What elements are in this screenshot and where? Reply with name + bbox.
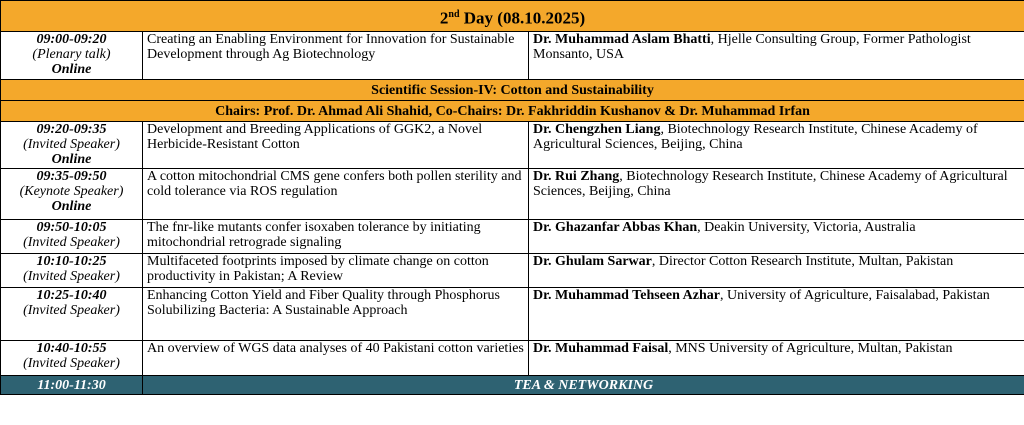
- talk-time-cell: 09:20-09:35 (Invited Speaker) Online: [1, 122, 143, 169]
- talk-title: The fnr-like mutants confer isoxaben tolerance by initiating mitochondrial retrograde signaling: [143, 220, 529, 254]
- talk-row: [1, 169, 1024, 220]
- talk-title: An overview of WGS data analyses of 40 Pakistani cotton varieties: [143, 341, 529, 376]
- talk-row: [1, 220, 1024, 254]
- talk-row: [1, 341, 1024, 376]
- talk-speaker: Dr. Chengzhen Liang, Biotechnology Research Institute, Chinese Academy of Agricultural Sciences, Beijing, China: [529, 122, 1024, 169]
- talk-row: [1, 254, 1024, 288]
- plenary-row: [1, 32, 1024, 80]
- break-label: TEA & NETWORKING: [143, 376, 1024, 395]
- talk-row: [1, 122, 1024, 169]
- talk-speaker: Dr. Muhammad Tehseen Azhar, University of Agriculture, Faisalabad, Pakistan: [529, 288, 1024, 341]
- plenary-speaker: Dr. Muhammad Aslam Bhatti, Hjelle Consulting Group, Former Pathologist Monsanto, USA: [529, 32, 1024, 80]
- talk-title: Enhancing Cotton Yield and Fiber Quality through Phosphorus Solubilizing Bacteria: A Sustainable Approach: [143, 288, 529, 341]
- talk-speaker: Dr. Rui Zhang, Biotechnology Research Institute, Chinese Academy of Agricultural Sciences, Beijing, China: [529, 169, 1024, 220]
- talk-time-cell: 10:25-10:40 (Invited Speaker): [1, 288, 143, 341]
- talk-row: [1, 288, 1024, 341]
- session-chairs: Chairs: Prof. Dr. Ahmad Ali Shahid, Co-Chairs: Dr. Fakhriddin Kushanov & Dr. Muhammad Irfan: [1, 101, 1024, 122]
- session-title-row: [1, 80, 1024, 101]
- talk-title: Development and Breeding Applications of GGK2, a Novel Herbicide-Resistant Cotton: [143, 122, 529, 169]
- talk-time-cell: 09:35-09:50 (Keynote Speaker) Online: [1, 169, 143, 220]
- talk-time-cell: 10:40-10:55 (Invited Speaker): [1, 341, 143, 376]
- talk-title: A cotton mitochondrial CMS gene confers both pollen sterility and cold tolerance via ROS regulation: [143, 169, 529, 220]
- session-title: Scientific Session-IV: Cotton and Sustainability: [1, 80, 1024, 101]
- talk-speaker: Dr. Ghulam Sarwar, Director Cotton Research Institute, Multan, Pakistan: [529, 254, 1024, 288]
- session-chairs-row: [1, 101, 1024, 122]
- break-time: 11:00-11:30: [1, 376, 143, 395]
- plenary-time-cell: 09:00-09:20 (Plenary talk) Online: [1, 32, 143, 80]
- day-header-row: [1, 1, 1024, 32]
- talk-speaker: Dr. Muhammad Faisal, MNS University of Agriculture, Multan, Pakistan: [529, 341, 1024, 376]
- talk-time-cell: 09:50-10:05 (Invited Speaker): [1, 220, 143, 254]
- day-title: 2nd Day (08.10.2025): [1, 1, 1024, 32]
- plenary-title: Creating an Enabling Environment for Innovation for Sustainable Development through Ag Biotechnology: [143, 32, 529, 80]
- talk-title: Multifaceted footprints imposed by climate change on cotton productivity in Pakistan; A Review: [143, 254, 529, 288]
- talk-speaker: Dr. Ghazanfar Abbas Khan, Deakin University, Victoria, Australia: [529, 220, 1024, 254]
- break-row: [1, 376, 1024, 395]
- talk-time-cell: 10:10-10:25 (Invited Speaker): [1, 254, 143, 288]
